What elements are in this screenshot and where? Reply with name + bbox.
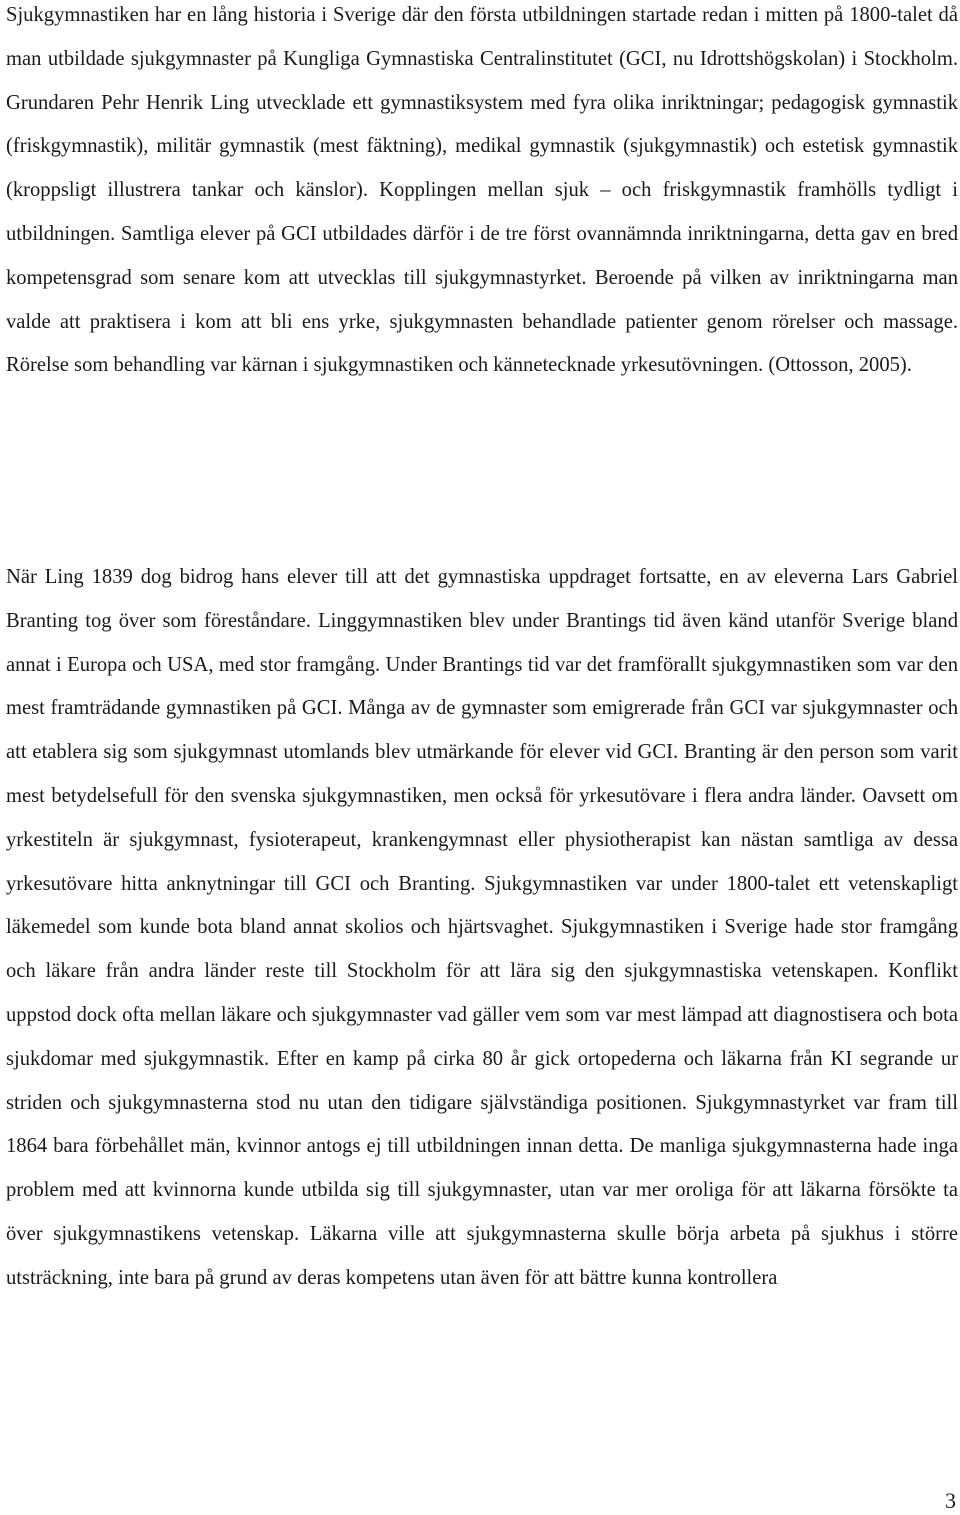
paragraph-history-origins: Sjukgymnastiken har en lång historia i Sverige där den första utbildningen startade redan i mitten på 1800-talet då man utbildade sjukgymnaster på Kungliga Gymnastiska Centralinstitutet (GCI, nu Idrottshögskolan) i Stockholm. Grundaren Pehr Henrik Ling utvecklade ett gymnastiksystem med fyra olika inriktningar; pedagogisk gymnastik (friskgymnastik), militär gymnastik (mest fäktning), medikal gymnastik (sjukgymnastik) och estetisk gymnastik (kroppsligt illustrera tankar och känslor). Kopplingen mellan sjuk – och friskgymnastik framhölls tydligt i utbildningen. Samtliga elever på GCI utbildades därför i de tre först ovannämnda inriktningarna, detta gav en bred kompetensgrad som senare kom att utvecklas till sjukgymnastyrket. Beroende på vilken av inriktningarna man valde att praktisera i kom att bli ens yrke, sjukgymnasten behandlade patienter genom rörelser och massage. Rörelse som behandling var kärnan i sjukgymnastiken och kännetecknade yrkesutövningen. (Ottosson, 2005).: [6, 4, 958, 377]
page-number: 3: [945, 1488, 956, 1513]
paragraph-branting-era: När Ling 1839 dog bidrog hans elever till att det gymnastiska uppdraget fortsatte, en av eleverna Lars Gabriel Branting tog över som föreståndare. Linggymnastiken blev under Brantings tid även känd utanför Sverige bland annat i Europa och USA, med stor framgång. Under Brantings tid var det framförallt sjukgymnastiken som var den mest framträdande gymnastiken på GCI. Många av de gymnaster som emigrerade från GCI var sjukgymnaster och att etablera sig som sjukgymnast utomlands blev utmärkande för elever vid GCI. Branting är den person som varit mest betydelsefull för den svenska sjukgymnastiken, men också för yrkesutövare i flera andra länder. Oavsett om yrkestiteln är sjukgymnast, fysioterapeut, krankengymnast eller physiotherapist kan nästan samtliga av dessa yrkesutövare hitta anknytningar till GCI och Branting. Sjukgymnastiken var under 1800-talet ett vetenskapligt läkemedel som kunde bota bland annat skolios och hjärtsvaghet. Sjukgymnastiken i Sverige hade stor framgång och läkare från andra länder reste till Stockholm för att lära sig den sjukgymnastiska vetenskapen. Konflikt uppstod dock ofta mellan läkare och sjukgymnaster vad gäller vem som var mest lämpad att diagnostisera och bota sjukdomar med sjukgymnastik. Efter en kamp på cirka 80 år gick ortopederna och läkarna från KI segrande ur striden och sjukgymnasterna stod nu utan den tidigare självständiga positionen. Sjukgymnastyrket var fram till 1864 bara förbehållet män, kvinnor antogs ej till utbildningen innan detta. De manliga sjukgymnasterna hade inga problem med att kvinnorna kunde utbilda sig till sjukgymnaster, utan var mer oroliga för att läkarna försökte ta över sjukgymnastikens vetenskap. Läkarna ville att sjukgymnasterna skulle börja arbeta på sjukhus i större utsträckning, inte bara på grund av deras kompetens utan även för att bättre kunna kontrollera: [6, 566, 958, 1289]
document-page: [6, 0, 958, 1515]
